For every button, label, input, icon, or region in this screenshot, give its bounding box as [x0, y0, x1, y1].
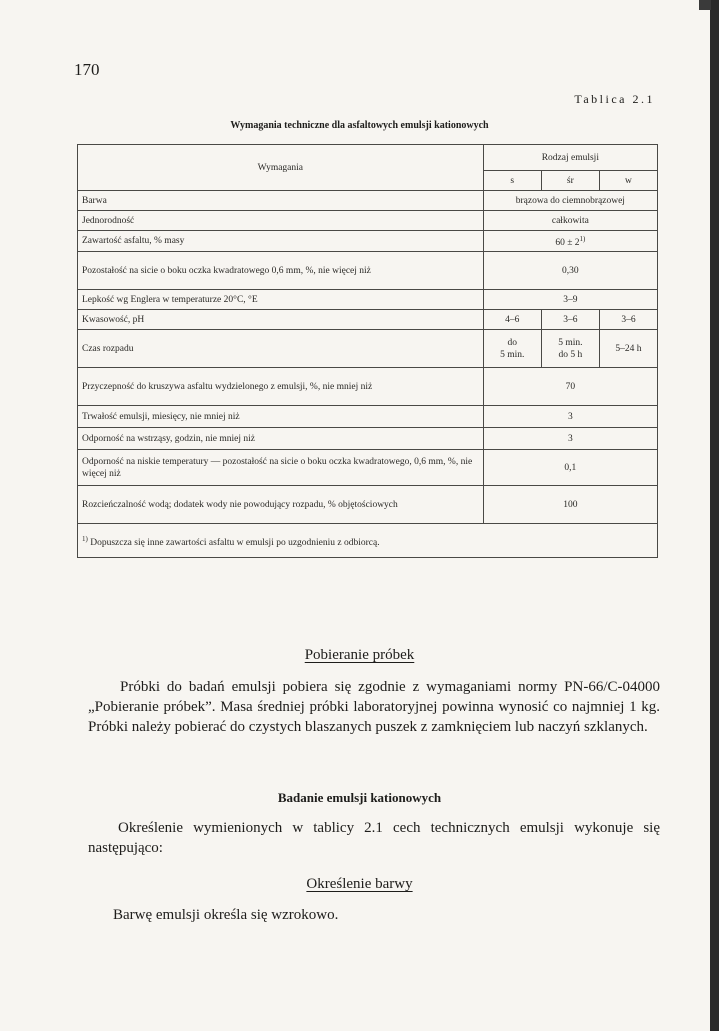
paragraph-sampling: Próbki do badań emulsji pobiera się zgodnie z wymaganiami normy PN-66/C-04000 „Pobieranie próbek”. Masa średniej próbki laboratoryjnej powinna wynosić co najmniej 1 kg. Próbki należy pobierać do czystych blaszanych puszek z zamknięciem lub naczyń szklanych. — [88, 679, 660, 735]
row-value: 60 ± 2 — [555, 238, 580, 249]
table-row — [78, 486, 658, 524]
page-number: 170 — [74, 60, 100, 79]
table-row — [78, 191, 658, 211]
paragraph-testing: Określenie wymienionych w tablicy 2.1 cech technicznych emulsji wykonuje się następująco: — [88, 820, 660, 856]
row-name: Kwasowość, pH — [78, 310, 484, 330]
value-line: do 5 h — [558, 349, 583, 360]
table-row — [78, 252, 658, 290]
subheader-w: w — [599, 171, 657, 191]
table-row — [78, 428, 658, 450]
row-name: Barwa — [78, 191, 484, 211]
row-value: 3 — [483, 428, 657, 450]
scan-edge-mark — [699, 0, 711, 10]
row-value: 0,30 — [483, 252, 657, 290]
table-row — [78, 211, 658, 231]
row-value: 100 — [483, 486, 657, 524]
value-line: 5 min. — [500, 349, 525, 360]
row-value: 3–9 — [483, 290, 657, 310]
row-value-w: 3–6 — [599, 310, 657, 330]
row-value-s: 4–6 — [483, 310, 541, 330]
row-name: Zawartość asfaltu, % masy — [78, 231, 484, 252]
table-row — [78, 310, 658, 330]
section-heading-sampling: Pobieranie próbek — [304, 647, 415, 663]
requirements-table — [77, 144, 658, 558]
row-value-cell — [483, 231, 657, 252]
row-name: Pozostałość na sicie o boku oczka kwadratowego 0,6 mm, %, nie więcej niż — [78, 252, 484, 290]
header-requirements: Wymagania — [78, 145, 484, 191]
table-row — [78, 290, 658, 310]
row-value: całkowita — [483, 211, 657, 231]
paragraph-color: Barwę emulsji określa się wzrokowo. — [113, 907, 339, 923]
row-name: Lepkość wg Englera w temperaturze 20°C, °E — [78, 290, 484, 310]
row-name: Trwałość emulsji, miesięcy, nie mniej niż — [78, 406, 484, 428]
table-footnote-row — [78, 524, 658, 558]
row-name: Czas rozpadu — [78, 330, 484, 368]
header-emulsion-type: Rodzaj emulsji — [483, 145, 657, 171]
section-heading-testing: Badanie emulsji kationowych — [277, 790, 442, 805]
row-name: Jednorodność — [78, 211, 484, 231]
row-value: 70 — [483, 368, 657, 406]
value-line: do — [507, 337, 517, 348]
footnote-marker: 1) — [579, 235, 586, 243]
row-value: 0,1 — [483, 450, 657, 486]
row-name: Przyczepność do kruszywa asfaltu wydzielonego z emulsji, %, nie mniej niż — [78, 368, 484, 406]
section-heading-color: Określenie barwy — [306, 876, 413, 892]
table-row — [78, 330, 658, 368]
row-name: Rozcieńczalność wodą; dodatek wody nie powodujący rozpadu, % objętościowych — [78, 486, 484, 524]
footnote-text: Dopuszcza się inne zawartości asfaltu w emulsji po uzgodnieniu z odbiorcą. — [90, 537, 380, 548]
row-value-sr: 3–6 — [541, 310, 599, 330]
table-footnote — [78, 524, 658, 558]
table-row — [78, 406, 658, 428]
row-name: Odporność na niskie temperatury — pozostałość na sicie o boku oczka kwadratowego, 0,6 mm, %, nie więcej niż — [78, 450, 484, 486]
value-line: 5 min. — [558, 337, 583, 348]
table-label: Tablica 2.1 — [574, 92, 655, 106]
subheader-sr: śr — [541, 171, 599, 191]
row-name: Odporność na wstrząsy, godzin, nie mniej niż — [78, 428, 484, 450]
table-row — [78, 368, 658, 406]
row-value: brązowa do ciemnobrązowej — [483, 191, 657, 211]
subheader-s: s — [483, 171, 541, 191]
row-value-s — [483, 330, 541, 368]
table-row — [78, 450, 658, 486]
table-title: Wymagania techniczne dla asfaltowych emulsji kationowych — [230, 120, 489, 131]
row-value-w: 5–24 h — [599, 330, 657, 368]
row-value-sr — [541, 330, 599, 368]
row-value: 3 — [483, 406, 657, 428]
table-row — [78, 231, 658, 252]
footnote-marker: 1) — [82, 534, 88, 543]
